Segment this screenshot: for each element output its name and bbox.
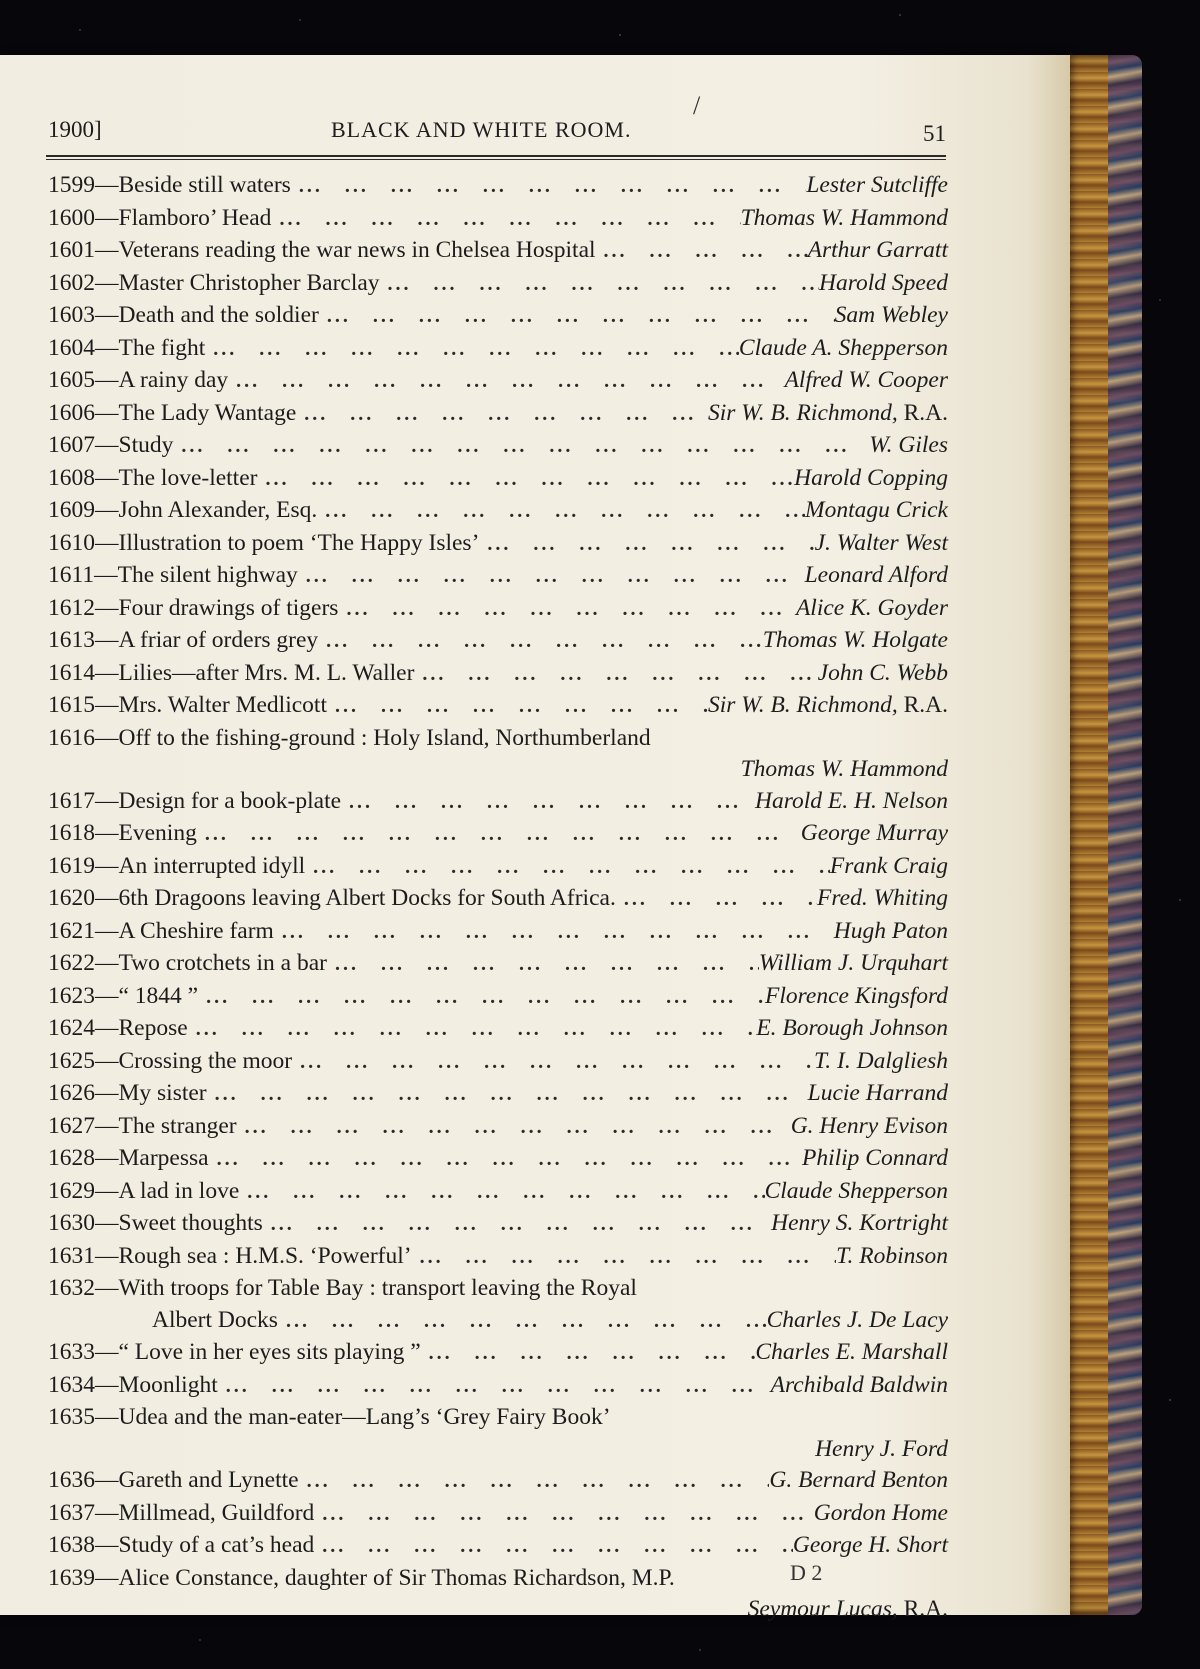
artist-name: Frank Craig [829, 852, 948, 879]
running-header [48, 91, 946, 149]
entry-artist [817, 883, 948, 915]
catalogue-entry [48, 463, 948, 496]
entry-title: —Moonlight [95, 1371, 218, 1398]
leader-dots [479, 529, 814, 561]
artist-suffix: R.A. [897, 399, 948, 426]
entry-number: 1609 [48, 497, 95, 523]
entry-number: 1628 [48, 1145, 95, 1171]
entry-artist [869, 430, 948, 462]
entry-number: 1618 [48, 820, 95, 846]
artist-name: Lucie Harrand [807, 1080, 948, 1106]
entry-number: 1630 [48, 1210, 95, 1236]
entry-artist [755, 786, 948, 818]
entry-number: 1624 [48, 1015, 95, 1041]
artist-name: Thomas W. Hammond [740, 756, 948, 782]
artist-name: William J. Urquhart [758, 950, 948, 976]
catalogue-entry [48, 690, 948, 723]
entry-artist [834, 916, 948, 948]
catalogue-entry [48, 268, 948, 301]
leader-dots [380, 269, 819, 301]
entry-number: 1607 [48, 432, 95, 458]
entry-artist [815, 1434, 948, 1466]
catalogue-entry [48, 1465, 948, 1498]
entry-artist [756, 1013, 948, 1045]
leader-dots [263, 1209, 771, 1241]
entry-title: —Crossing the moor [95, 1047, 293, 1074]
header-title: BLACK AND WHITE ROOM. [331, 117, 632, 142]
artist-name: Gordon Home [813, 1499, 948, 1526]
catalogue-entry [48, 786, 948, 819]
entry-title: —Master Christopher Barclay [95, 269, 380, 296]
entry-number: 1637 [48, 1499, 95, 1526]
leader-dots [305, 852, 830, 884]
catalogue-entry [48, 1273, 948, 1337]
entry-number: 1619 [48, 852, 95, 879]
catalogue-entry [48, 1208, 948, 1241]
leader-dots [228, 366, 784, 398]
artist-name: Lester Sutcliffe [806, 172, 948, 198]
entry-title: —John Alexander, Esq. [95, 497, 318, 523]
entry-artist [759, 948, 948, 980]
catalogue-entry [48, 1078, 948, 1111]
catalogue-entry [48, 1013, 948, 1046]
artist-name: George H. Short [792, 1532, 948, 1558]
header-rule [46, 155, 946, 157]
artist-suffix: R.A. [897, 1596, 948, 1622]
entry-number: 1623 [48, 982, 95, 1009]
entry-title: —Illustration to poem ‘The Happy Isles’ [95, 529, 480, 556]
entry-title: —My sister [95, 1080, 207, 1106]
entry-title-continuation: Albert Docks [152, 1306, 278, 1333]
leader-dots [207, 1079, 808, 1111]
catalogue-entry [48, 723, 948, 786]
leader-dots [327, 691, 708, 723]
entry-artist [765, 1176, 948, 1208]
entry-artist [802, 1143, 948, 1175]
catalogue-entry [48, 398, 948, 431]
entry-number: 1632 [48, 1275, 95, 1301]
leader-dots [205, 334, 739, 366]
entry-title: —The love-letter [95, 464, 258, 491]
entry-number: 1600 [48, 204, 95, 231]
entry-title: —The Lady Wantage [95, 399, 297, 426]
entry-number: 1638 [48, 1532, 95, 1558]
signature-mark: D 2 [790, 1560, 823, 1585]
catalogue-entry [48, 528, 948, 561]
artist-name: Hugh Paton [833, 917, 948, 944]
entry-number: 1622 [48, 950, 95, 976]
leader-dots [317, 496, 805, 528]
leader-dots [257, 464, 794, 496]
artist-name: T. I. Dalgliesh [813, 1047, 948, 1074]
entry-title: —Alice Constance, daughter of Sir Thomas Richardson, M.P. [95, 1564, 675, 1591]
leader-dots [341, 787, 755, 819]
catalogue-entry [48, 981, 948, 1014]
entry-artist [805, 495, 948, 527]
entry-title: —Gareth and Lynette [95, 1467, 299, 1493]
entry-artist [819, 268, 948, 300]
leader-dots [421, 1338, 756, 1370]
leader-dots [616, 884, 817, 916]
entry-number: 1634 [48, 1371, 95, 1398]
leader-dots [291, 171, 807, 203]
leader-dots [274, 917, 834, 949]
catalogue-entries [48, 170, 948, 1626]
entry-artist [794, 463, 948, 495]
entry-artist [741, 203, 948, 235]
leader-dots [209, 1144, 802, 1176]
catalogue-entry [48, 658, 948, 691]
leader-dots [314, 1499, 813, 1531]
artist-name: Henry J. Ford [815, 1435, 948, 1462]
catalogue-entry [48, 1143, 948, 1176]
entry-artist [771, 1208, 948, 1240]
artist-name: Montagu Crick [805, 497, 948, 523]
entry-artist [765, 981, 948, 1013]
entry-artist [830, 851, 948, 883]
catalogue-entry [48, 883, 948, 916]
entry-number: 1621 [48, 917, 95, 944]
catalogue-entry [48, 495, 948, 528]
catalogue-entry [48, 1370, 948, 1403]
entry-number: 1605 [48, 367, 95, 393]
leader-dots [314, 1531, 793, 1563]
leader-dots [299, 1466, 770, 1498]
leader-dots [298, 561, 805, 593]
header-rule-thin [46, 159, 946, 160]
leader-dots [338, 594, 795, 626]
artist-name: John C. Webb [817, 659, 948, 686]
entry-title: —Two crotchets in a bar [95, 950, 327, 976]
entry-title: —The stranger [95, 1112, 237, 1139]
catalogue-entry [48, 593, 948, 626]
entry-title: —Veterans reading the war news in Chelsea Hospital [95, 237, 596, 263]
marbled-edge [1108, 55, 1142, 1615]
page-number: 51 [923, 121, 946, 146]
entry-number: 1620 [48, 885, 95, 911]
leader-dots [239, 1177, 764, 1209]
entry-number: 1612 [48, 594, 95, 621]
artist-name: Sir W. B. Richmond, [707, 399, 898, 426]
entry-number: 1636 [48, 1467, 95, 1493]
entry-title: —The silent highway [94, 562, 298, 588]
leader-dots [412, 1242, 837, 1274]
entry-title: —Four drawings of tigers [95, 594, 339, 621]
leader-dots [198, 982, 765, 1014]
entry-artist [708, 398, 948, 430]
catalogue-entry [48, 916, 948, 949]
entry-number: 1629 [48, 1177, 95, 1204]
leader-dots [296, 399, 708, 431]
entry-title: —Evening [95, 820, 197, 846]
artist-name: Arthur Garratt [807, 237, 948, 263]
leader-dots [318, 626, 763, 658]
catalogue-entry [48, 560, 948, 593]
entry-number: 1631 [48, 1242, 95, 1269]
entry-title: —Study [95, 432, 174, 458]
entry-artist [769, 1465, 948, 1497]
catalogue-entry [48, 235, 948, 268]
artist-name: Claude A. Shepperson [738, 334, 948, 361]
pencil-mark: / [693, 91, 701, 120]
artist-name: E. Borough Johnson [756, 1015, 948, 1041]
entry-title: —A lad in love [95, 1177, 240, 1204]
catalogue-entry [48, 430, 948, 463]
leader-dots [271, 204, 740, 236]
entry-artist [755, 1337, 948, 1369]
entry-number: 1616 [48, 724, 95, 751]
catalogue-entry [48, 1498, 948, 1531]
entry-artist [835, 300, 948, 332]
catalogue-entry [48, 333, 948, 366]
entry-title: —A Cheshire farm [95, 917, 274, 944]
catalogue-entry [48, 203, 948, 236]
entry-number: 1617 [48, 787, 95, 814]
entry-artist [815, 528, 948, 560]
artist-name: Charles E. Marshall [755, 1339, 948, 1365]
artist-name: G. Henry Evison [790, 1112, 948, 1139]
artist-name: Fred. Whiting [817, 885, 948, 911]
leader-dots [292, 1047, 814, 1079]
entry-artist [814, 1046, 948, 1078]
artist-name: Claude Shepperson [764, 1177, 948, 1204]
entry-title: —The fight [95, 334, 206, 361]
artist-name: Harold Copping [794, 464, 948, 491]
catalogue-entry [48, 1241, 948, 1274]
entry-artist [741, 754, 948, 786]
artist-name: Philip Connard [801, 1145, 948, 1171]
entry-artist [808, 1078, 948, 1110]
entry-title: —An interrupted idyll [95, 852, 306, 879]
entry-title: —Flamboro’ Head [95, 204, 272, 231]
artist-name: Alfred W. Cooper [784, 367, 948, 393]
catalogue-entry [48, 365, 948, 398]
entry-number: 1613 [48, 627, 95, 653]
entry-title: —A friar of orders grey [95, 627, 319, 653]
catalogue-entry [48, 1111, 948, 1144]
artist-name: Harold Speed [818, 269, 948, 296]
entry-title: —Beside still waters [95, 172, 291, 198]
entry-artist [791, 1111, 948, 1143]
entry-artist [739, 333, 948, 365]
artist-name: G. Bernard Benton [769, 1467, 948, 1493]
entry-title: —Millmead, Guildford [95, 1499, 315, 1526]
artist-name: Henry S. Kortright [771, 1210, 948, 1236]
leader-dots [188, 1014, 757, 1046]
catalogue-entry [48, 300, 948, 333]
entry-artist [748, 1594, 948, 1626]
leader-dots [218, 1371, 771, 1403]
entry-number: 1615 [48, 692, 95, 718]
entry-title: —Repose [95, 1015, 188, 1041]
entry-title: —6th Dragoons leaving Albert Docks for South Africa. [95, 885, 616, 911]
entry-title: —Rough sea : H.M.S. ‘Powerful’ [95, 1242, 412, 1269]
entry-artist [805, 560, 948, 592]
entry-artist [708, 690, 948, 722]
entry-artist [763, 625, 948, 657]
entry-title: —“ Love in her eyes sits playing ” [95, 1339, 421, 1365]
entry-number: 1614 [48, 659, 95, 686]
catalogue-entry [48, 1046, 948, 1079]
leader-dots [414, 659, 817, 691]
artist-name: Alice K. Goyder [795, 594, 948, 621]
entry-title: —Study of a cat’s head [95, 1532, 315, 1558]
artist-name: Florence Kingsford [765, 982, 948, 1009]
entry-artist [818, 658, 948, 690]
entry-number: 1627 [48, 1112, 95, 1139]
entry-number: 1639 [48, 1564, 95, 1591]
leader-dots [327, 949, 759, 981]
entry-artist [796, 593, 948, 625]
entry-number: 1604 [48, 334, 95, 361]
entry-title: —Design for a book-plate [95, 787, 342, 814]
leader-dots [197, 819, 801, 851]
entry-number: 1603 [48, 302, 95, 328]
artist-name: Harold E. H. Nelson [754, 787, 948, 814]
entry-artist [801, 818, 948, 850]
artist-name: Sam Webley [834, 302, 948, 328]
entry-number: 1606 [48, 399, 95, 426]
entry-title: —Lilies—after Mrs. M. L. Waller [95, 659, 415, 686]
artist-name: Sir W. B. Richmond, [707, 692, 898, 718]
entry-artist [771, 1370, 948, 1402]
leader-dots [237, 1112, 791, 1144]
entry-artist [785, 365, 948, 397]
artist-name: T. Robinson [836, 1242, 948, 1269]
artist-name: Thomas W. Holgate [762, 627, 948, 653]
catalogue-entry [48, 1402, 948, 1465]
entry-artist [836, 1241, 948, 1273]
entry-title: —Death and the soldier [95, 302, 319, 328]
catalogue-entry [48, 1176, 948, 1209]
entry-number: 1633 [48, 1339, 95, 1365]
entry-number: 1626 [48, 1080, 95, 1106]
entry-artist [814, 1498, 948, 1530]
entry-title: —Sweet thoughts [95, 1210, 263, 1236]
catalogue-entry [48, 851, 948, 884]
entry-number: 1625 [48, 1047, 95, 1074]
artist-name: Seymour Lucas, [747, 1596, 898, 1622]
artist-name: Charles J. De Lacy [766, 1306, 948, 1333]
entry-number: 1608 [48, 464, 95, 491]
artist-name: W. Giles [869, 432, 948, 458]
entry-number: 1602 [48, 269, 95, 296]
catalogue-entry [48, 170, 948, 203]
book-page [0, 55, 1070, 1622]
leader-dots [596, 236, 808, 268]
entry-title: —Off to the fishing-ground : Holy Island, Northumberland [95, 724, 651, 751]
entry-number: 1601 [48, 237, 95, 263]
entry-title: —“ 1844 ” [95, 982, 199, 1009]
catalogue-entry [48, 818, 948, 851]
artist-suffix: R.A. [897, 692, 948, 718]
entry-number: 1599 [48, 172, 95, 198]
catalogue-entry [48, 1530, 948, 1563]
artist-name: J. Walter West [814, 529, 948, 556]
leader-dots [319, 301, 835, 333]
entry-artist [767, 1305, 948, 1337]
artist-name: Thomas W. Hammond [740, 204, 948, 231]
entry-title: —With troops for Table Bay : transport leaving the Royal [95, 1275, 637, 1301]
entry-title: —A rainy day [95, 367, 229, 393]
catalogue-entry [48, 1337, 948, 1370]
entry-artist [806, 170, 948, 202]
entry-title: —Marpessa [95, 1145, 209, 1171]
entry-number: 1635 [48, 1404, 95, 1430]
artist-name: Archibald Baldwin [770, 1371, 948, 1398]
entry-title: —Mrs. Walter Medlicott [95, 692, 327, 718]
artist-name: George Murray [800, 820, 948, 846]
entry-number: 1611 [48, 562, 95, 588]
leader-dots [173, 431, 869, 463]
catalogue-entry [48, 948, 948, 981]
header-year: 1900] [48, 117, 102, 142]
entry-artist [808, 235, 948, 267]
entry-artist [793, 1530, 948, 1562]
entry-title: —Udea and the man-eater—Lang’s ‘Grey Fairy Book’ [95, 1404, 611, 1430]
artist-name: Leonard Alford [804, 562, 948, 588]
entry-number: 1610 [48, 529, 95, 556]
catalogue-entry [48, 625, 948, 658]
leader-dots [278, 1306, 767, 1338]
